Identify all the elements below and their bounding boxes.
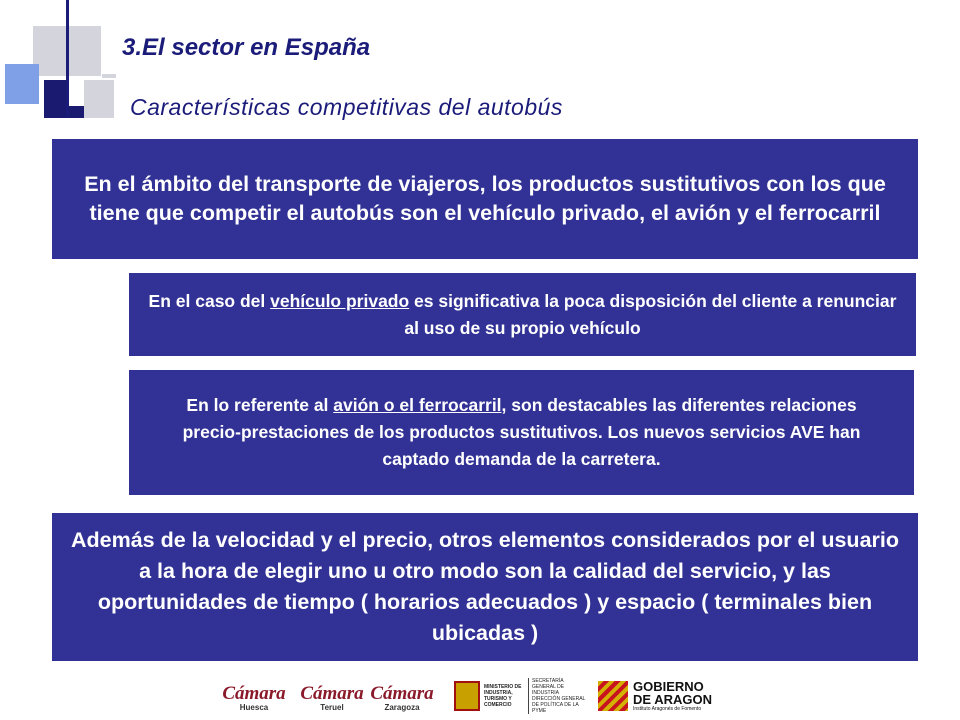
conclusion-box <box>52 513 918 661</box>
text-fragment: , son destacables las diferentes relaciones precio-prestaciones de los productos sustitutivos. Los nuevos servicios AVE han captado demanda de la carretera. <box>182 395 861 469</box>
intro-box <box>52 139 918 259</box>
text-fragment: En lo referente al <box>186 395 334 415</box>
logo-name: Cámara <box>300 683 364 704</box>
aragon-line2: DE ARAGON <box>633 692 712 707</box>
plane-rail-box <box>129 370 914 495</box>
ministry-name: MINISTERIO DE INDUSTRIA, TURISMO Y COMERCIO <box>484 684 522 708</box>
text-fragment: En el caso del <box>148 290 271 311</box>
ministry-department: SECRETARÍA GENERAL DE INDUSTRIA DIRECCIÓN GENERAL DE POLÍTICA DE LA PYME <box>528 678 586 714</box>
page-subtitle: Características competitivas del autobús <box>130 94 563 120</box>
logo-city: Huesca <box>239 703 269 712</box>
underlined-term: avión o el ferrocarril <box>333 395 502 415</box>
logo-city: Teruel <box>320 703 344 712</box>
camara-zaragoza-logo <box>370 683 434 712</box>
aragon-line1: GOBIERNO <box>633 679 704 694</box>
private-vehicle-text <box>139 288 906 342</box>
aragon-text <box>633 680 712 712</box>
private-vehicle-box <box>129 273 916 356</box>
conclusion-text: Además de la velocidad y el precio, otros elementos considerados por el usuario a la hora de elegir uno u otro modo son la calidad del servicio, y las oportunidades de tiempo ( horarios adecuados ) y espacio ( terminales bien ubicadas ) <box>70 528 899 645</box>
decor-line <box>66 0 69 118</box>
logo-name: Cámara <box>370 683 434 704</box>
text-fragment: es significativa la poca disposición del cliente a renunciar al uso de su propio vehículo <box>404 290 897 338</box>
decor-square <box>68 80 84 106</box>
coat-of-arms-icon <box>454 681 480 711</box>
logo-city: Zaragoza <box>384 703 420 712</box>
underlined-term: vehículo privado <box>270 290 410 311</box>
logo-name: Cámara <box>222 683 286 704</box>
decor-square <box>84 80 114 118</box>
camara-huesca-logo <box>222 683 286 712</box>
aragon-flag-icon <box>598 681 628 711</box>
aragon-institute: Instituto Aragonés de Fomento <box>633 706 702 712</box>
decor-square <box>5 64 39 104</box>
ministry-logo <box>454 677 586 715</box>
gobierno-aragon-logo <box>598 676 718 716</box>
page-title: 3.El sector en España <box>122 34 371 61</box>
plane-rail-text <box>163 392 880 473</box>
decor-line <box>102 74 116 78</box>
intro-text: En el ámbito del transporte de viajeros, los productos sustitutivos con los que tiene que competir el autobús son el vehículo privado, el avión y el ferrocarril <box>84 172 886 225</box>
camara-teruel-logo <box>298 683 366 712</box>
